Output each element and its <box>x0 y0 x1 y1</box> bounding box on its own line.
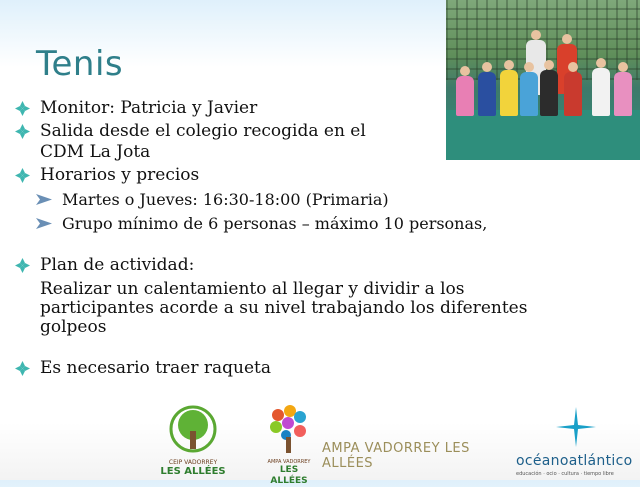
slide-title: Tenis <box>36 44 124 84</box>
diamond-bullet-icon <box>14 360 31 377</box>
ceip-logo <box>158 405 228 477</box>
bullet-list <box>14 98 554 379</box>
ampa-name-text: AMPA VADORREY LES ALLÉES <box>322 441 470 471</box>
sub-item-schedule <box>14 189 554 210</box>
arrow-bullet-icon <box>36 194 52 205</box>
plan-line-3: golpeos <box>40 317 107 337</box>
plan-line-1: Realizar un calentamiento al llegar y dividir a los <box>40 279 465 299</box>
colorful-tree-icon <box>266 405 312 455</box>
raqueta-text: Es necesario traer raqueta <box>40 358 271 378</box>
diamond-bullet-icon <box>14 123 31 140</box>
diamond-bullet-icon <box>14 100 31 117</box>
ampa-small-text: AMPA VADORREY <box>267 459 311 465</box>
oceano-tagline: educación · ocio · cultura · tiempo libre <box>516 471 614 477</box>
salida-line-1: Salida desde el colegio recogida en el <box>40 121 366 141</box>
diamond-bullet-icon <box>14 167 31 184</box>
group-size-text: Grupo mínimo de 6 personas – máximo 10 personas, <box>62 214 488 233</box>
ampa-logo <box>266 405 486 486</box>
sparkle-star-icon <box>556 407 596 447</box>
bullet-monitor <box>14 98 554 119</box>
tree-logo-icon <box>158 405 228 455</box>
plan-line-2: participantes acorde a su nivel trabajando los diferentes <box>40 298 528 318</box>
sub-item-group <box>14 213 554 234</box>
schedule-text: Martes o Jueves: 16:30-18:00 (Primaria) <box>62 190 389 209</box>
bullet-plan <box>14 255 554 337</box>
monitor-text: Monitor: Patricia y Javier <box>40 98 258 118</box>
oceano-name: océanoatlántico <box>516 453 633 469</box>
oceano-atlantico-logo <box>512 405 640 480</box>
arrow-bullet-icon <box>36 218 52 229</box>
plan-heading: Plan de actividad: <box>40 255 195 275</box>
ampa-big-text: LES ALLÉES <box>270 465 308 486</box>
horarios-text: Horarios y precios <box>40 165 200 185</box>
diamond-bullet-icon <box>14 257 31 274</box>
bullet-horarios <box>14 165 554 186</box>
bullet-raqueta <box>14 358 554 379</box>
bullet-salida <box>14 121 554 163</box>
salida-line-2: CDM La Jota <box>40 142 151 162</box>
ceip-big-text: LES ALLÉES <box>160 466 226 477</box>
plan-description <box>40 280 554 337</box>
ceip-small-text: CEIP VADORREY <box>168 459 218 466</box>
